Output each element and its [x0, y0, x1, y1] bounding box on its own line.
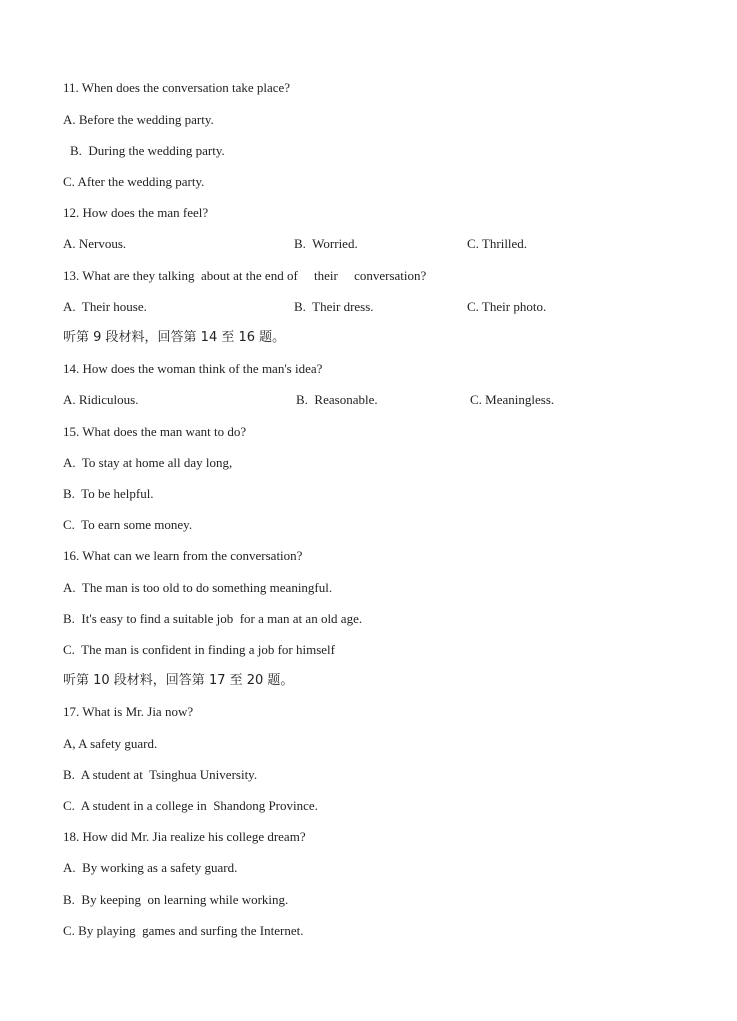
q17-option-b: B. A student at Tsinghua University.: [63, 767, 258, 782]
q15-option-a: A. To stay at home all day long,: [63, 455, 233, 470]
q12-option-a: A. Nervous.: [63, 236, 127, 251]
q17-option-a: A, A safety guard.: [63, 736, 158, 751]
section-10-heading: 听第 10 段材料，回答第 17 至 20 题。: [63, 673, 294, 688]
q16-option-b: B. It's easy to find a suitable job for a man at an old age.: [63, 611, 363, 626]
q13-option-a: A. Their house.: [63, 299, 147, 314]
q12-stem: 12. How does the man feel?: [63, 205, 209, 220]
q11-option-a: A. Before the wedding party.: [63, 112, 214, 127]
q11-stem: 11. When does the conversation take place?: [63, 80, 291, 95]
q16-option-c: C. The man is confident in finding a job for himself: [63, 642, 335, 657]
q13-option-b: B. Their dress.: [294, 299, 374, 314]
q11-option-c: C. After the wedding party.: [63, 174, 205, 189]
q11-option-b: B. During the wedding party.: [70, 143, 225, 158]
q18-stem: 18. How did Mr. Jia realize his college dream?: [63, 829, 306, 844]
q12-option-b: B. Worried.: [294, 236, 358, 251]
q14-stem: 14. How does the woman think of the man's idea?: [63, 361, 323, 376]
q13-stem: 13. What are they talking about at the end of their conversation?: [63, 268, 427, 283]
q14-option-c: C. Meaningless.: [470, 392, 555, 407]
q18-option-c: C. By playing games and surfing the Internet.: [63, 923, 304, 938]
q18-option-a: A. By working as a safety guard.: [63, 860, 238, 875]
q18-option-b: B. By keeping on learning while working.: [63, 892, 289, 907]
q14-option-a: A. Ridiculous.: [63, 392, 139, 407]
q14-option-b: B. Reasonable.: [296, 392, 378, 407]
q16-option-a: A. The man is too old to do something meaningful.: [63, 580, 333, 595]
q16-stem: 16. What can we learn from the conversation?: [63, 548, 303, 563]
section-9-heading: 听第 9 段材料，回答第 14 至 16 题。: [63, 330, 286, 345]
q15-option-c: C. To earn some money.: [63, 517, 193, 532]
q17-option-c: C. A student in a college in Shandong Province.: [63, 798, 318, 813]
q13-option-c: C. Their photo.: [467, 299, 547, 314]
q15-stem: 15. What does the man want to do?: [63, 424, 247, 439]
q17-stem: 17. What is Mr. Jia now?: [63, 704, 194, 719]
q12-option-c: C. Thrilled.: [467, 236, 528, 251]
q15-option-b: B. To be helpful.: [63, 486, 154, 501]
